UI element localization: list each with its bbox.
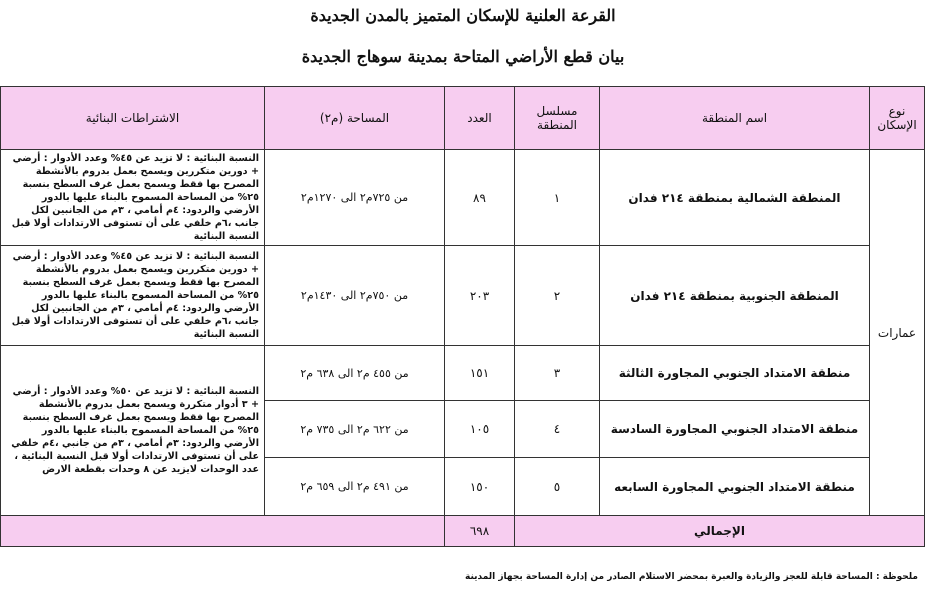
serial-cell: ١	[515, 150, 600, 246]
page-subtitle: بيان قطع الأراضي المتاحة بمدينة سوهاج الجديدة	[301, 47, 625, 66]
header-conditions: الاشتراطات البنائية	[1, 87, 265, 150]
serial-cell: ٣	[515, 346, 600, 401]
conditions-cell: النسبة البنائية : لا تزيد عن ٥٠% وعدد الأدوار : أرضي + ٣ أدوار متكررة ويسمح بعمل بدروم بالأنشطة المصرح بها فقط ويسمح بعمل غرف السطح بنسبة ٢٥% من المساحة المسموح بالبناء عليها بالدور الأرضي والردود: ٣م أمامي ، ٣م من جانبي ،٤م خلفي على أن تستوفى الارتدادات أولا قبل النسبة البنائية ، عدد الوحدات لايزيد عن ٨ وحدات بقطعة الارض	[1, 346, 265, 516]
total-row	[1, 516, 925, 547]
header-area: المساحة (م٢)	[265, 87, 445, 150]
count-cell: ١٥٠	[445, 458, 515, 516]
header-zone: اسم المنطقة	[600, 87, 870, 150]
plots-table	[0, 86, 925, 547]
header-type: نوع الإسكان	[870, 87, 925, 150]
total-value: ٦٩٨	[445, 516, 515, 547]
conditions-cell: النسبة البنائية : لا تزيد عن ٤٥% وعدد الأدوار : أرضي + دورين متكررين ويسمح بعمل بدروم بالأنشطة المصرح بها فقط ويسمح بعمل غرف السطح بنسبة ٢٥% من المساحة المسموح بالبناء عليها بالدور الأرضي والردود: ٤م أمامي ، ٣م من الجانبين لكل جانب ،٦م خلفي على أن تستوفى الارتدادات أولا قبل النسبة البنائية	[1, 246, 265, 346]
count-cell: ٨٩	[445, 150, 515, 246]
zone-cell: المنطقة الجنوبية بمنطقة ٢١٤ فدان	[600, 246, 870, 346]
area-cell: من ٤٩١ م٢ الى ٦٥٩ م٢	[265, 458, 445, 516]
zone-cell: منطقة الامتداد الجنوبي المجاورة الثالثة	[600, 346, 870, 401]
zone-cell: المنطقة الشمالية بمنطقة ٢١٤ فدان	[600, 150, 870, 246]
serial-cell: ٥	[515, 458, 600, 516]
header-serial: مسلسل المنطقة	[515, 87, 600, 150]
area-cell: من ٦٢٢ م٢ الى ٧٣٥ م٢	[265, 401, 445, 458]
housing-type-cell: عمارات	[870, 150, 925, 516]
count-cell: ٢٠٣	[445, 246, 515, 346]
table-row	[1, 246, 925, 346]
conditions-cell: النسبة البنائية : لا تزيد عن ٤٥% وعدد الأدوار : أرضي + دورين متكررين ويسمح بعمل بدروم بالأنشطة المصرح بها فقط ويسمح بعمل غرف السطح بنسبة ٢٥% من المساحة المسموح بالبناء عليها بالدور الأرضي والردود: ٤م أمامي ، ٣م من الجانبين لكل جانب ،٦م خلفي على أن تستوفى الارتدادات أولا قبل النسبة البنائية	[1, 150, 265, 246]
zone-cell: منطقة الامتداد الجنوبي المجاورة السادسة	[600, 401, 870, 458]
page-title: القرعة العلنية للإسكان المتميز بالمدن الجديدة	[310, 6, 616, 25]
serial-cell: ٤	[515, 401, 600, 458]
zone-cell: منطقة الامتداد الجنوبي المجاورة السابعه	[600, 458, 870, 516]
area-cell: من ٤٥٥ م٢ الى ٦٣٨ م٢	[265, 346, 445, 401]
total-empty-cell	[1, 516, 445, 547]
serial-cell: ٢	[515, 246, 600, 346]
count-cell: ١٠٥	[445, 401, 515, 458]
count-cell: ١٥١	[445, 346, 515, 401]
table-row	[1, 150, 925, 246]
area-cell: من ٧٥٠م٢ الى ١٤٣٠م٢	[265, 246, 445, 346]
header-count: العدد	[445, 87, 515, 150]
footnote: ملحوظة : المساحة قابلة للعجز والزيادة والعبرة بمحضر الاستلام الصادر من إدارة المساحة بجهاز المدينة	[465, 572, 918, 582]
total-label: الإجمالي	[515, 516, 925, 547]
area-cell: من ٧٢٥م٢ الى ١٢٧٠م٢	[265, 150, 445, 246]
table-header-row	[1, 87, 925, 150]
table-row	[1, 346, 925, 401]
